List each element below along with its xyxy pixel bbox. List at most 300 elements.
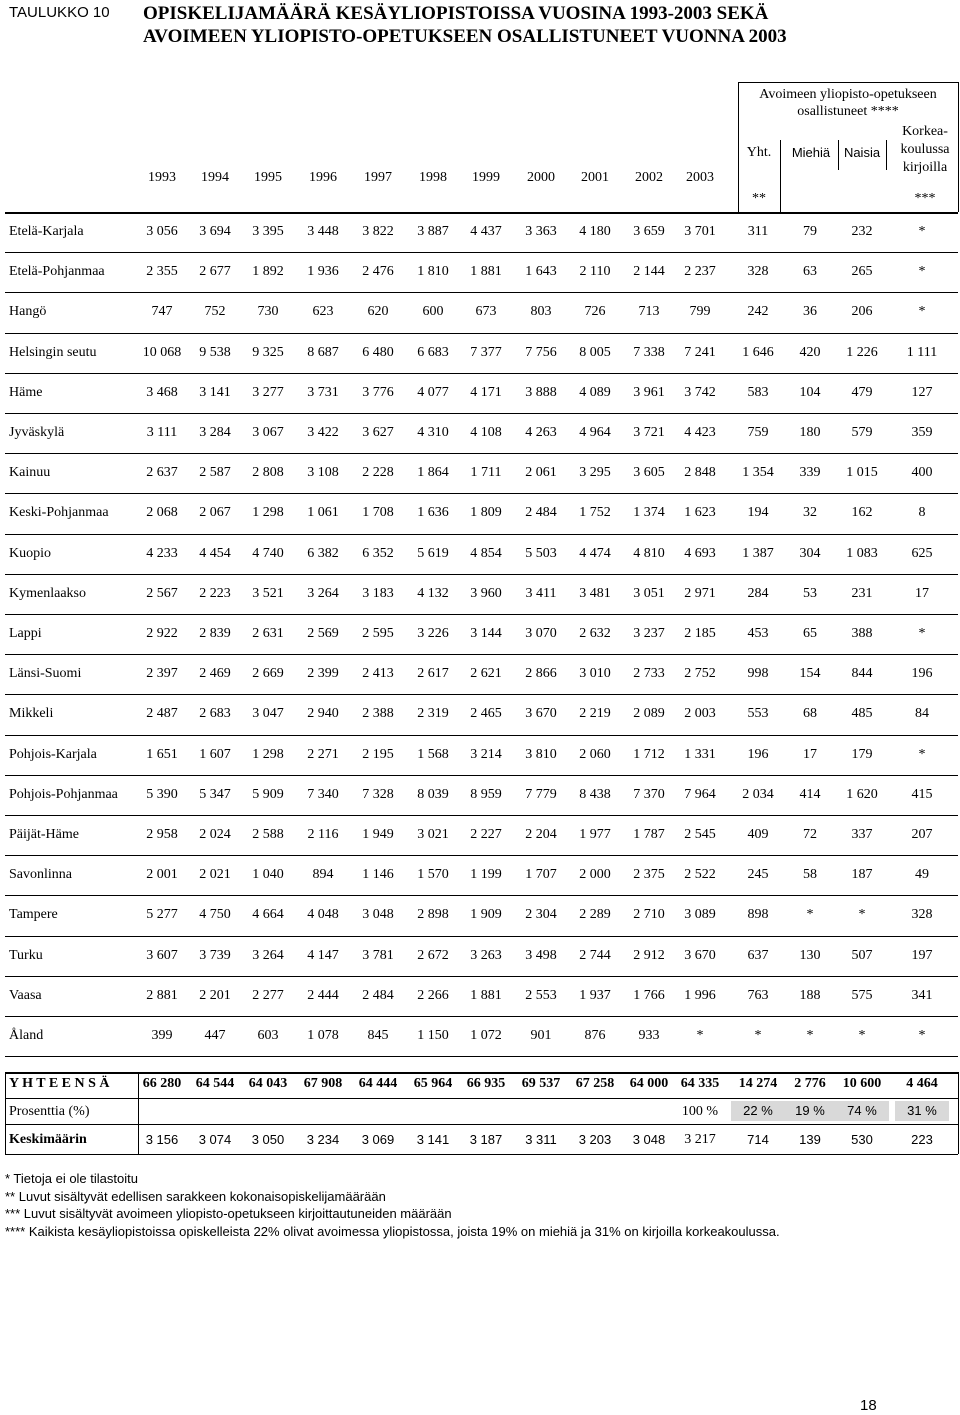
table-cell: 3 521: [252, 585, 284, 601]
table-cell: 1 651: [146, 746, 178, 762]
year-header: 1994: [201, 170, 229, 185]
table-cell: *: [696, 1028, 704, 1043]
table-cell: 3 056: [146, 224, 178, 239]
table-cell: 196: [911, 666, 933, 682]
column-rule: [958, 82, 959, 212]
header-higher-ed: Korkea-: [902, 124, 948, 139]
table-cell: 2 866: [525, 666, 557, 682]
table-rule: [5, 1056, 958, 1057]
table-label: TAULUKKO 10: [9, 4, 110, 21]
table-cell: 1 881: [470, 987, 502, 1003]
table-cell: 625: [911, 545, 933, 561]
table-cell: 1 620: [846, 786, 878, 802]
table-cell: 2 469: [199, 666, 231, 682]
table-cell: 1 810: [417, 264, 449, 280]
table-cell: 2 227: [470, 827, 502, 842]
table-cell: 901: [530, 1028, 552, 1043]
table-cell: 7 377: [470, 344, 502, 360]
table-rule: [5, 895, 958, 896]
table-cell: 2 677: [199, 264, 231, 280]
table-cell: 1 607: [199, 746, 231, 762]
table-cell: 1 298: [252, 746, 284, 762]
table-cell: 623: [312, 304, 334, 320]
year-header: 1997: [364, 170, 392, 185]
table-cell: *: [918, 626, 926, 641]
table-cell: 399: [151, 1028, 173, 1043]
page-number: 18: [860, 1397, 877, 1414]
table-cell: 7 964: [684, 786, 716, 802]
row-label: Lappi: [9, 626, 42, 641]
table-cell: 2 595: [362, 626, 394, 641]
table-cell: 5 277: [146, 907, 178, 923]
table-cell: 2 617: [417, 666, 449, 682]
table-cell: 420: [799, 344, 821, 360]
header-open-total: Yht.: [746, 145, 772, 160]
table-cell: 3 048: [362, 907, 394, 923]
average-row-label: Keskimäärin: [9, 1132, 87, 1148]
table-cell: 3 481: [579, 585, 611, 601]
table-cell: 2 289: [579, 907, 611, 923]
total-cell: 67 908: [303, 1076, 343, 1092]
table-cell: 8 005: [579, 344, 611, 360]
table-cell: 10 068: [142, 344, 182, 360]
total-cell: 14 274: [738, 1076, 778, 1092]
table-cell: *: [806, 907, 814, 923]
table-cell: 49: [915, 867, 929, 883]
table-cell: 1 150: [417, 1028, 449, 1043]
table-cell: *: [858, 1028, 866, 1043]
row-label: Kymenlaakso: [9, 585, 86, 601]
table-cell: 7 779: [525, 786, 557, 802]
table-cell: 7 340: [307, 786, 339, 802]
table-cell: 388: [851, 626, 873, 641]
table-cell: 485: [851, 706, 873, 722]
table-cell: 63: [803, 264, 817, 280]
title-line-1: OPISKELIJAMÄÄRÄ KESÄYLIOPISTOISSA VUOSINA 1993-2003 SEKÄ: [143, 3, 769, 24]
table-cell: 1 766: [633, 987, 665, 1003]
percent-row-label: Prosenttia (%): [9, 1104, 90, 1120]
percent-cell: 100 %: [681, 1104, 719, 1120]
table-cell: 1 568: [417, 746, 449, 762]
table-cell: *: [754, 1028, 762, 1043]
table-rule: [5, 775, 958, 776]
table-cell: 898: [747, 907, 769, 923]
table-cell: 1 643: [525, 264, 557, 280]
average-cell: 3 074: [198, 1132, 232, 1148]
row-label: Päijät-Häme: [9, 827, 79, 842]
table-cell: 3 887: [417, 224, 449, 239]
table-cell: 730: [257, 304, 279, 320]
table-cell: 575: [851, 987, 873, 1003]
table-cell: 3 781: [362, 947, 394, 963]
year-header: 1995: [254, 170, 282, 185]
table-cell: 8 687: [307, 344, 339, 360]
total-cell: 4 464: [906, 1076, 938, 1092]
footnote: **** Kaikista kesäyliopistoissa opiskelleista 22% olivat avoimessa yliopistossa, joista 19% on miehiä ja 31% on kirjoilla korkeakoulussa.: [5, 1223, 780, 1239]
table-cell: 1 707: [525, 867, 557, 883]
table-cell: 311: [747, 224, 769, 239]
table-cell: 339: [799, 465, 821, 481]
table-cell: *: [918, 264, 926, 280]
header-higher-ed: koulussa: [900, 142, 950, 157]
table-rule: [5, 534, 958, 535]
table-cell: *: [918, 1028, 926, 1043]
table-cell: 4 750: [199, 907, 231, 923]
table-cell: 2 304: [525, 907, 557, 923]
table-cell: 553: [747, 706, 769, 722]
table-cell: 4 263: [525, 425, 557, 440]
table-cell: 1 711: [470, 465, 502, 481]
table-cell: 2 553: [525, 987, 557, 1003]
year-header: 1998: [419, 170, 447, 185]
table-cell: 3 141: [199, 384, 231, 400]
footnote: * Tietoja ei ole tilastoitu: [5, 1171, 138, 1186]
average-cell: 3 050: [251, 1132, 285, 1148]
table-cell: 3 498: [525, 947, 557, 963]
table-cell: 1 083: [846, 545, 878, 561]
table-rule: [5, 373, 958, 374]
table-rule: [5, 1098, 958, 1099]
table-cell: 2 569: [307, 626, 339, 641]
table-cell: 876: [584, 1028, 606, 1043]
table-cell: 603: [257, 1028, 279, 1043]
table-cell: 1 864: [417, 465, 449, 481]
table-cell: 620: [367, 304, 389, 320]
table-rule: [5, 694, 958, 695]
table-cell: 265: [851, 264, 873, 280]
table-cell: 600: [422, 304, 444, 320]
percent-cell: 22 %: [731, 1101, 785, 1121]
table-cell: 1 226: [846, 344, 878, 360]
table-cell: 1 078: [307, 1028, 339, 1043]
table-cell: 3 237: [633, 626, 665, 641]
table-cell: 1 146: [362, 867, 394, 883]
row-label: Kuopio: [9, 545, 51, 561]
table-cell: 197: [911, 947, 933, 963]
table-cell: 4 740: [252, 545, 284, 561]
table-cell: 207: [911, 827, 933, 842]
table-cell: 2 484: [362, 987, 394, 1003]
table-cell: 3 263: [470, 947, 502, 963]
table-cell: 6 382: [307, 545, 339, 561]
total-cell: 64 000: [629, 1076, 669, 1092]
table-rule: [5, 815, 958, 816]
table-cell: 409: [747, 827, 769, 842]
column-rule: [780, 140, 781, 212]
table-rule: [5, 252, 958, 253]
table-cell: 5 619: [417, 545, 449, 561]
table-cell: 2 223: [199, 585, 231, 601]
table-cell: 3 694: [199, 224, 231, 239]
table-cell: 3 822: [362, 224, 394, 239]
table-cell: 3 047: [252, 706, 284, 722]
table-cell: 2 733: [633, 666, 665, 682]
table-cell: 2 631: [252, 626, 284, 641]
table-cell: 2 021: [199, 867, 231, 883]
table-cell: 998: [747, 666, 769, 682]
table-cell: 2 444: [307, 987, 339, 1003]
table-cell: 2 484: [525, 505, 557, 521]
table-cell: 7 241: [684, 344, 716, 360]
table-cell: 726: [584, 304, 606, 320]
table-cell: 3 183: [362, 585, 394, 601]
row-label: Etelä-Karjala: [9, 224, 84, 239]
table-cell: 5 390: [146, 786, 178, 802]
table-cell: 6 480: [362, 344, 394, 360]
table-cell: 2 912: [633, 947, 665, 963]
year-header: 2001: [581, 170, 609, 185]
total-cell: 10 600: [842, 1076, 882, 1092]
table-cell: 2 621: [470, 666, 502, 682]
table-cell: 4 810: [633, 545, 665, 561]
table-rule: [5, 1016, 958, 1017]
table-cell: *: [918, 746, 926, 762]
average-cell: 3 069: [361, 1132, 395, 1148]
percent-cell: 74 %: [835, 1101, 889, 1121]
table-cell: 453: [747, 626, 769, 641]
table-cell: 3 605: [633, 465, 665, 481]
table-rule: [5, 654, 958, 655]
table-cell: 359: [911, 425, 933, 440]
header-open-women: Naisia: [843, 145, 881, 160]
table-cell: 2 898: [417, 907, 449, 923]
title-line-2: AVOIMEEN YLIOPISTO-OPETUKSEEN OSALLISTUNEET VUONNA 2003: [143, 26, 787, 47]
table-cell: 3 422: [307, 425, 339, 440]
table-cell: 3 670: [684, 947, 716, 963]
average-cell: 139: [799, 1132, 821, 1148]
year-header: 1999: [472, 170, 500, 185]
table-cell: 2 637: [146, 465, 178, 481]
table-rule: [5, 976, 958, 977]
year-header: 2002: [635, 170, 663, 185]
table-cell: 2 024: [199, 827, 231, 842]
table-cell: 4 048: [307, 907, 339, 923]
table-cell: 3 108: [307, 465, 339, 481]
table-cell: 3 721: [633, 425, 665, 440]
table-cell: 72: [803, 827, 817, 842]
table-cell: 1 040: [252, 867, 284, 883]
table-cell: 3 070: [525, 626, 557, 641]
row-label: Turku: [9, 947, 43, 963]
table-cell: 2 228: [362, 465, 394, 481]
table-cell: 2 922: [146, 626, 178, 641]
table-cell: 3 264: [252, 947, 284, 963]
table-cell: 1 387: [742, 545, 774, 561]
table-cell: 196: [747, 746, 769, 762]
table-cell: *: [806, 1028, 814, 1043]
table-cell: 579: [851, 425, 873, 440]
table-cell: 36: [803, 304, 817, 320]
total-cell: 64 043: [248, 1076, 288, 1092]
percent-cell: 19 %: [783, 1101, 837, 1121]
table-cell: 2 567: [146, 585, 178, 601]
table-cell: 2 061: [525, 465, 557, 481]
table-cell: 2 752: [684, 666, 716, 682]
table-rule: [5, 292, 958, 293]
group-header: osallistuneet ****: [797, 104, 899, 119]
row-label: Helsingin seutu: [9, 344, 97, 360]
table-cell: 8: [918, 505, 926, 521]
total-cell: 64 444: [358, 1076, 398, 1092]
table-cell: 1 015: [846, 465, 878, 481]
table-cell: 4 474: [579, 545, 611, 561]
table-cell: 58: [803, 867, 817, 883]
year-header: 2000: [527, 170, 555, 185]
footnote: ** Luvut sisältyvät edellisen sarakkeen kokonaisopiskelijamäärään: [5, 1188, 386, 1204]
table-cell: 2 201: [199, 987, 231, 1003]
average-cell: 3 156: [145, 1132, 179, 1148]
average-cell: 714: [747, 1132, 769, 1148]
table-rule: [5, 1124, 958, 1125]
table-rule: [5, 735, 958, 736]
table-cell: 130: [799, 947, 821, 963]
table-cell: 3 411: [525, 585, 557, 601]
table-rule: [5, 413, 958, 414]
table-cell: 187: [851, 867, 873, 883]
table-cell: 2 060: [579, 746, 611, 762]
table-cell: 2 388: [362, 706, 394, 722]
table-cell: 3 395: [252, 224, 284, 239]
header-note: **: [752, 191, 766, 206]
average-cell: 3 311: [525, 1132, 557, 1148]
table-cell: 6 352: [362, 545, 394, 561]
table-cell: 104: [799, 384, 821, 400]
total-cell: 69 537: [521, 1076, 561, 1092]
table-cell: 3 810: [525, 746, 557, 762]
table-cell: 1 708: [362, 505, 394, 521]
table-cell: 8 438: [579, 786, 611, 802]
table-cell: 414: [799, 786, 821, 802]
table-cell: 3 226: [417, 626, 449, 641]
average-cell: 3 234: [306, 1132, 340, 1148]
table-cell: 2 399: [307, 666, 339, 682]
table-cell: 2 672: [417, 947, 449, 963]
average-cell: 3 187: [469, 1132, 503, 1148]
table-cell: 5 503: [525, 545, 557, 561]
row-label: Etelä-Pohjanmaa: [9, 264, 105, 280]
table-cell: 1 072: [470, 1028, 502, 1043]
table-cell: 4 171: [470, 384, 502, 400]
table-cell: 3 731: [307, 384, 339, 400]
table-cell: 2 355: [146, 264, 178, 280]
table-cell: 1 111: [906, 344, 938, 360]
footnotes: [5, 1170, 780, 1240]
percent-cell: 31 %: [895, 1101, 949, 1121]
table-cell: 4 693: [684, 545, 716, 561]
row-label: Åland: [9, 1028, 44, 1043]
table-cell: 4 423: [684, 425, 716, 440]
table-cell: 2 522: [684, 867, 716, 883]
table-cell: 844: [851, 666, 873, 682]
table-cell: 1 623: [684, 505, 716, 521]
table-cell: 2 545: [684, 827, 716, 842]
table-cell: *: [858, 907, 866, 923]
table-cell: 2 034: [742, 786, 774, 802]
table-cell: 2 237: [684, 264, 716, 280]
table-cell: 3 448: [307, 224, 339, 239]
table-rule: [5, 493, 958, 494]
table-cell: 400: [911, 465, 933, 481]
table-cell: 1 646: [742, 344, 774, 360]
table-cell: 1 331: [684, 746, 716, 762]
table-cell: 3 701: [684, 224, 716, 239]
group-header: Avoimeen yliopisto-opetukseen: [759, 87, 937, 102]
table-cell: 2 881: [146, 987, 178, 1003]
table-cell: 763: [747, 987, 769, 1003]
table-cell: 337: [851, 827, 873, 842]
table-cell: 2 003: [684, 706, 716, 722]
table-cell: 3 670: [525, 706, 557, 722]
table-cell: 2 375: [633, 867, 665, 883]
table-cell: 1 712: [633, 746, 665, 762]
table-cell: 1 892: [252, 264, 284, 280]
table-cell: 84: [915, 706, 929, 722]
table-cell: 3 468: [146, 384, 178, 400]
table-cell: *: [918, 224, 926, 239]
table-cell: 2 271: [307, 746, 339, 762]
table-cell: 4 964: [579, 425, 611, 440]
table-cell: 1 977: [579, 827, 611, 842]
table-cell: 4 437: [470, 224, 502, 239]
table-cell: 2 089: [633, 706, 665, 722]
table-cell: 3 264: [307, 585, 339, 601]
table-cell: 2 465: [470, 706, 502, 722]
data-table: [5, 0, 960, 1170]
table-cell: 3 363: [525, 224, 557, 239]
column-rule: [886, 140, 887, 170]
average-cell: 3 048: [632, 1132, 666, 1148]
table-cell: 2 839: [199, 626, 231, 641]
year-header: 1993: [148, 170, 176, 185]
table-cell: 2 319: [417, 706, 449, 722]
table-cell: 6 683: [417, 344, 449, 360]
table-cell: 2 277: [252, 987, 284, 1003]
table-cell: 2 669: [252, 666, 284, 682]
table-cell: 194: [747, 505, 769, 521]
average-cell: 3 203: [578, 1132, 612, 1148]
table-cell: 799: [689, 304, 711, 320]
table-cell: 7 370: [633, 786, 665, 802]
table-rule: [738, 82, 958, 83]
table-cell: 803: [530, 304, 552, 320]
table-cell: 7 756: [525, 344, 557, 360]
column-rule: [958, 1072, 959, 1154]
table-cell: 1 881: [470, 264, 502, 280]
table-cell: 206: [851, 304, 873, 320]
total-cell: 66 935: [466, 1076, 506, 1092]
header-higher-ed: kirjoilla: [902, 160, 948, 175]
table-cell: 2 068: [146, 505, 178, 521]
total-row-label: Y H T E E N S Ä: [9, 1076, 110, 1092]
table-cell: 1 636: [417, 505, 449, 521]
column-rule: [5, 1072, 6, 1154]
table-cell: 4 664: [252, 907, 284, 923]
table-cell: 2 001: [146, 867, 178, 883]
header-note: ***: [914, 191, 936, 206]
total-cell: 67 258: [575, 1076, 615, 1092]
table-cell: 7 328: [362, 786, 394, 802]
table-rule: [5, 212, 958, 214]
table-cell: 2 971: [684, 585, 716, 601]
table-cell: 328: [911, 907, 933, 923]
table-cell: 5 347: [199, 786, 231, 802]
table-cell: 4 310: [417, 425, 449, 440]
table-cell: 53: [803, 585, 817, 601]
table-cell: 1 570: [417, 867, 449, 883]
table-cell: 2 587: [199, 465, 231, 481]
table-cell: 3 144: [470, 626, 502, 641]
table-cell: 127: [911, 384, 933, 400]
